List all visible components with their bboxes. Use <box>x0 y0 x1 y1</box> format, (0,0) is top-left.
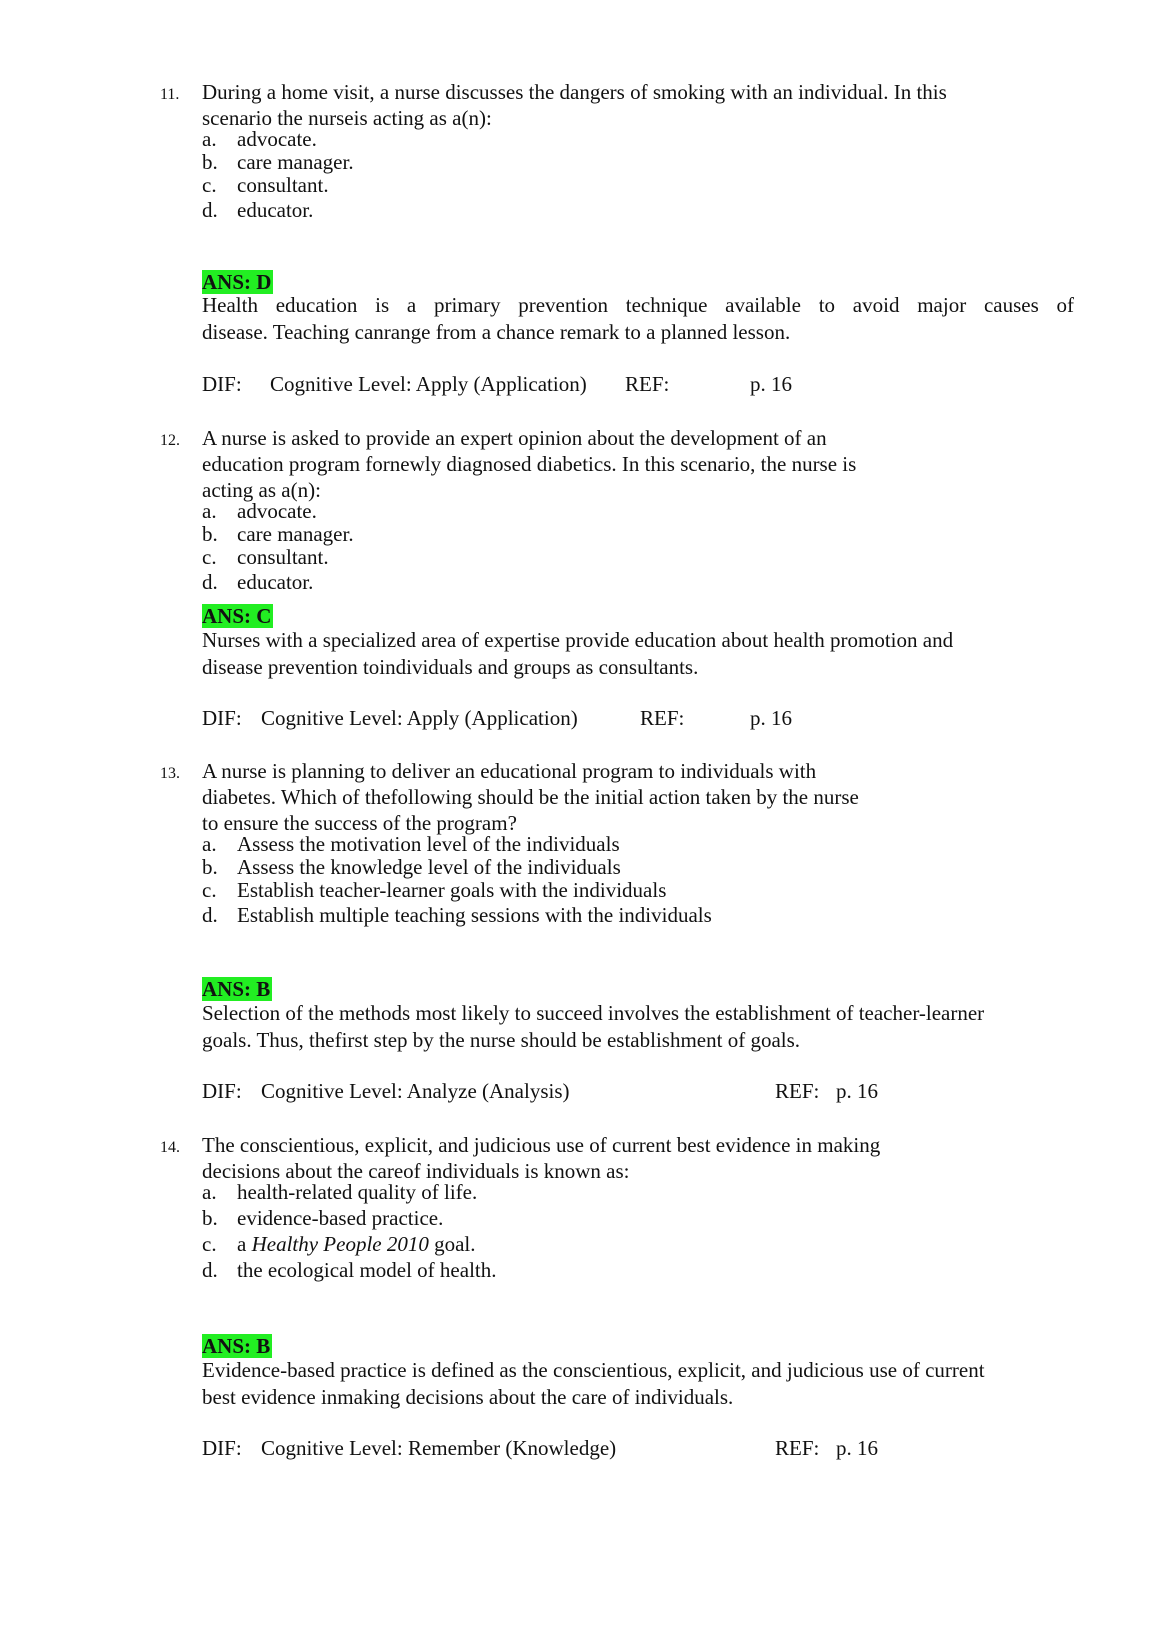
rationale: Health education is a primary prevention technique available to avoid major causes of disease. Teaching canrange from a chance remark to a planned lesson. <box>202 293 1074 344</box>
answer-badge: ANS: B <box>202 977 271 1001</box>
page-ref: p. 16 <box>836 1436 878 1460</box>
option-c: c. consultant. <box>202 545 329 569</box>
answer-badge: ANS: C <box>202 604 272 628</box>
option-a: a. advocate. <box>202 127 317 151</box>
question-stem-line: A nurse is asked to provide an expert opinion about the development of an <box>202 426 827 450</box>
question-number: 14. <box>160 1139 180 1156</box>
ref-label: REF: <box>775 1079 820 1103</box>
question-stem-line: to ensure the success of the program? <box>202 811 517 835</box>
question-stem-line: education program fornewly diagnosed diabetics. In this scenario, the nurse is <box>202 452 857 476</box>
rationale: Evidence-based practice is defined as the conscientious, explicit, and judicious use of current best evidence inmaking decisions about the care of individuals. <box>202 1358 985 1409</box>
option-d: d. Establish multiple teaching sessions with the individuals <box>202 903 712 927</box>
option-list <box>202 833 712 927</box>
option-b: b. care manager. <box>202 150 354 174</box>
page-ref: p. 16 <box>750 706 792 730</box>
option-b: b. evidence-based practice. <box>202 1206 444 1230</box>
option-d: d. the ecological model of health. <box>202 1258 497 1282</box>
option-c: c. a Healthy People 2010 goal. <box>202 1232 476 1256</box>
dif-label: DIF: <box>202 1436 242 1460</box>
dif-label: DIF: <box>202 706 242 730</box>
question-number: 12. <box>160 432 180 449</box>
question-number: 13. <box>160 765 180 782</box>
option-d: d. educator. <box>202 198 314 222</box>
option-b: b. Assess the knowledge level of the individuals <box>202 855 621 879</box>
dif-label: DIF: <box>202 372 242 396</box>
dif-label: DIF: <box>202 1079 242 1103</box>
rationale: Nurses with a specialized area of expertise provide education about health promotion and disease prevention toindividuals and groups as consultants. <box>202 628 954 679</box>
question-stem-line: diabetes. Which of thefollowing should be the initial action taken by the nurse <box>202 785 859 809</box>
question-stem-line: A nurse is planning to deliver an educational program to individuals with <box>202 759 817 783</box>
option-a: a. advocate. <box>202 499 317 523</box>
answer-badge: ANS: B <box>202 1334 271 1358</box>
ref-label: REF: <box>625 372 670 396</box>
question-stem-line: scenario the nurseis acting as a(n): <box>202 106 492 130</box>
option-c: c. consultant. <box>202 173 329 197</box>
option-list <box>202 128 354 222</box>
option-list <box>202 500 354 594</box>
option-a: a. Assess the motivation level of the individuals <box>202 832 620 856</box>
page-ref: p. 16 <box>750 372 792 396</box>
question-stem-line: acting as a(n): <box>202 478 321 502</box>
ref-label: REF: <box>775 1436 820 1460</box>
rationale: Selection of the methods most likely to succeed involves the establishment of teacher-learner goals. Thus, thefirst step by the nurse should be establishment of goals. <box>202 1001 985 1052</box>
ref-label: REF: <box>640 706 685 730</box>
cognitive-level: Cognitive Level: Analyze (Analysis) <box>261 1079 570 1103</box>
cognitive-level: Cognitive Level: Remember (Knowledge) <box>261 1436 617 1460</box>
question-stem-line: The conscientious, explicit, and judicious use of current best evidence in making <box>202 1133 881 1157</box>
page-ref: p. 16 <box>836 1079 878 1103</box>
question-stem-line: During a home visit, a nurse discusses the dangers of smoking with an individual. In this <box>202 80 947 104</box>
cognitive-level: Cognitive Level: Apply (Application) <box>270 372 587 396</box>
cognitive-level: Cognitive Level: Apply (Application) <box>261 706 578 730</box>
answer-badge: ANS: D <box>202 270 272 294</box>
option-d: d. educator. <box>202 570 314 594</box>
question-stem-line: decisions about the careof individuals is known as: <box>202 1159 630 1183</box>
option-b: b. care manager. <box>202 522 354 546</box>
option-c: c. Establish teacher-learner goals with the individuals <box>202 878 667 902</box>
option-a: a. health-related quality of life. <box>202 1180 478 1204</box>
option-list <box>202 1181 497 1282</box>
question-number: 11. <box>160 86 180 103</box>
